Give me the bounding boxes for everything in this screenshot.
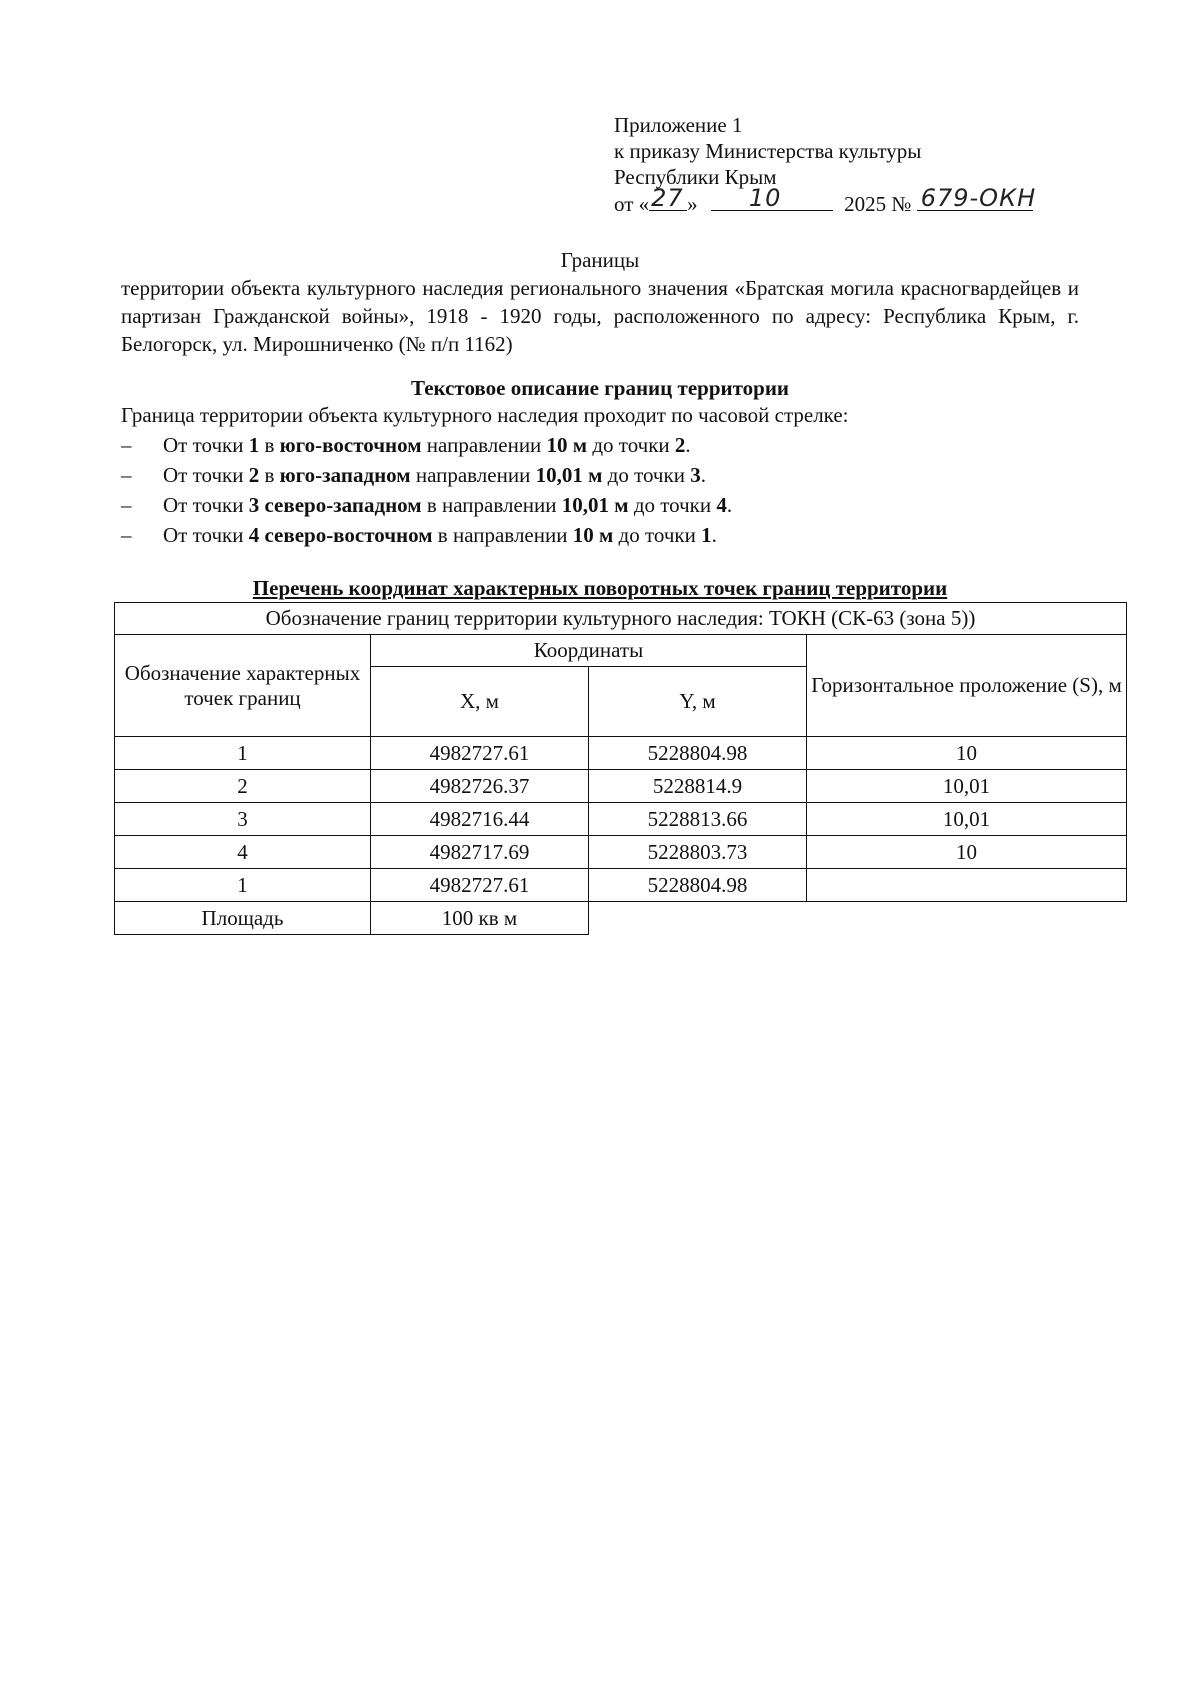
column-header-y: Y, м	[589, 667, 807, 737]
item-text: .	[685, 433, 691, 457]
appendix-line-3: Республики Крым	[614, 165, 777, 189]
list-item	[121, 430, 732, 460]
day-blank	[649, 184, 687, 212]
list-item	[121, 490, 732, 520]
distance: 10,01 м	[535, 463, 603, 487]
intro-text: территории объекта культурного наследия регионального значения «Братская могила красногвардейцев и партизан Гражданской войны», 1918 - 1920 годы, расположенного по адресу: Республика Крым, г. Белогорск, ул. Мирошниченко (№ п/п 1162)	[121, 276, 1079, 356]
item-text: От точки	[163, 433, 249, 457]
area-value: 100 кв м	[371, 902, 589, 935]
item-text: в направлении	[432, 523, 573, 547]
dash-marker: –	[121, 493, 132, 517]
distance: 10 м	[572, 523, 614, 547]
item-text: в	[259, 463, 280, 487]
boundary-description-list	[121, 430, 732, 550]
cell-x: 4982727.61	[371, 737, 589, 770]
cell-s: 10,01	[807, 803, 1127, 836]
point-to: 1	[701, 523, 712, 547]
cell-s: 10,01	[807, 770, 1127, 803]
point-from: 1	[248, 433, 260, 457]
cell-y: 5228804.98	[589, 869, 807, 902]
handwritten-month: 10	[748, 184, 782, 212]
item-text: в	[259, 433, 280, 457]
distance: 10 м	[546, 433, 588, 457]
table-row	[115, 869, 1127, 902]
column-header-point: Обозначение характерных точек границ	[115, 635, 371, 737]
column-header-coordinates: Координаты	[371, 635, 807, 667]
item-text: в направлении	[421, 493, 562, 517]
empty-cell	[589, 902, 1127, 935]
direction: юго-западном	[279, 463, 411, 487]
direction: северо-западном	[264, 493, 422, 517]
item-text: направлении	[421, 433, 547, 457]
appendix-line-2: к приказу Министерства культуры	[614, 139, 922, 163]
point-from: 2	[248, 463, 260, 487]
cell-y: 5228804.98	[589, 737, 807, 770]
item-text: до точки	[587, 433, 675, 457]
cell-x: 4982716.44	[371, 803, 589, 836]
month-blank	[711, 184, 833, 212]
list-item	[121, 460, 732, 490]
direction: северо-восточном	[264, 523, 433, 547]
column-header-horizontal-distance: Горизонтальное проложение (S), м	[807, 635, 1127, 737]
description-title: Текстовое описание границ территории	[410, 376, 790, 400]
column-header-x: X, м	[371, 667, 589, 737]
handwritten-day: 27	[651, 184, 684, 212]
item-text: От точки	[163, 493, 249, 517]
date-prefix: от «	[614, 192, 650, 216]
number-blank	[917, 184, 1037, 212]
cell-s: 10	[807, 836, 1127, 869]
item-text: .	[700, 463, 706, 487]
point-from: 4	[248, 523, 260, 547]
coordinates-table	[114, 602, 1127, 935]
intro-paragraph	[121, 274, 1079, 358]
table-header-row	[115, 635, 1127, 667]
cell-x: 4982726.37	[371, 770, 589, 803]
date-mid: »	[687, 192, 698, 216]
item-text: .	[726, 493, 733, 517]
cell-point: 2	[115, 770, 371, 803]
table-row-area	[115, 902, 1127, 935]
item-text: От точки	[163, 463, 249, 487]
item-text: направлении	[410, 463, 536, 487]
dash-marker: –	[121, 463, 132, 487]
cell-s	[807, 869, 1127, 902]
dash-marker: –	[121, 433, 132, 457]
point-to: 2	[674, 433, 686, 457]
area-label: Площадь	[115, 902, 371, 935]
table-row	[115, 803, 1127, 836]
table-row	[115, 836, 1127, 869]
document-title: Границы	[560, 248, 640, 272]
cell-point: 1	[115, 869, 371, 902]
list-item	[121, 520, 732, 550]
appendix-line-1: Приложение 1	[614, 113, 743, 137]
cell-y: 5228813.66	[589, 803, 807, 836]
cell-point: 3	[115, 803, 371, 836]
cell-s: 10	[807, 737, 1127, 770]
boundary-designation-header: Обозначение границ территории культурного наследия: ТОКН (СК-63 (зона 5))	[115, 603, 1127, 635]
table-header-row	[115, 603, 1127, 635]
point-to: 4	[716, 493, 727, 517]
dash-marker: –	[121, 523, 132, 547]
point-to: 3	[690, 463, 701, 487]
handwritten-order-number: 679-ОКН	[920, 184, 1037, 212]
table-row	[115, 737, 1127, 770]
cell-y: 5228803.73	[589, 836, 807, 869]
item-text: до точки	[628, 493, 717, 517]
order-date-line	[614, 184, 1037, 217]
cell-y: 5228814.9	[589, 770, 807, 803]
cell-point: 1	[115, 737, 371, 770]
cell-x: 4982717.69	[371, 836, 589, 869]
cell-point: 4	[115, 836, 371, 869]
item-text: От точки	[163, 523, 249, 547]
appendix-header	[614, 112, 1037, 217]
date-year: 2025 №	[844, 192, 912, 216]
item-text: .	[711, 523, 717, 547]
table-row	[115, 770, 1127, 803]
table-title: Перечень координат характерных поворотных точек границ территории	[252, 576, 948, 600]
point-from: 3	[248, 493, 260, 517]
item-text: до точки	[602, 463, 691, 487]
item-text: до точки	[613, 523, 702, 547]
direction: юго-восточном	[279, 433, 422, 457]
distance: 10,01 м	[561, 493, 629, 517]
description-lead: Граница территории объекта культурного наследия проходит по часовой стрелке:	[121, 403, 849, 427]
cell-x: 4982727.61	[371, 869, 589, 902]
